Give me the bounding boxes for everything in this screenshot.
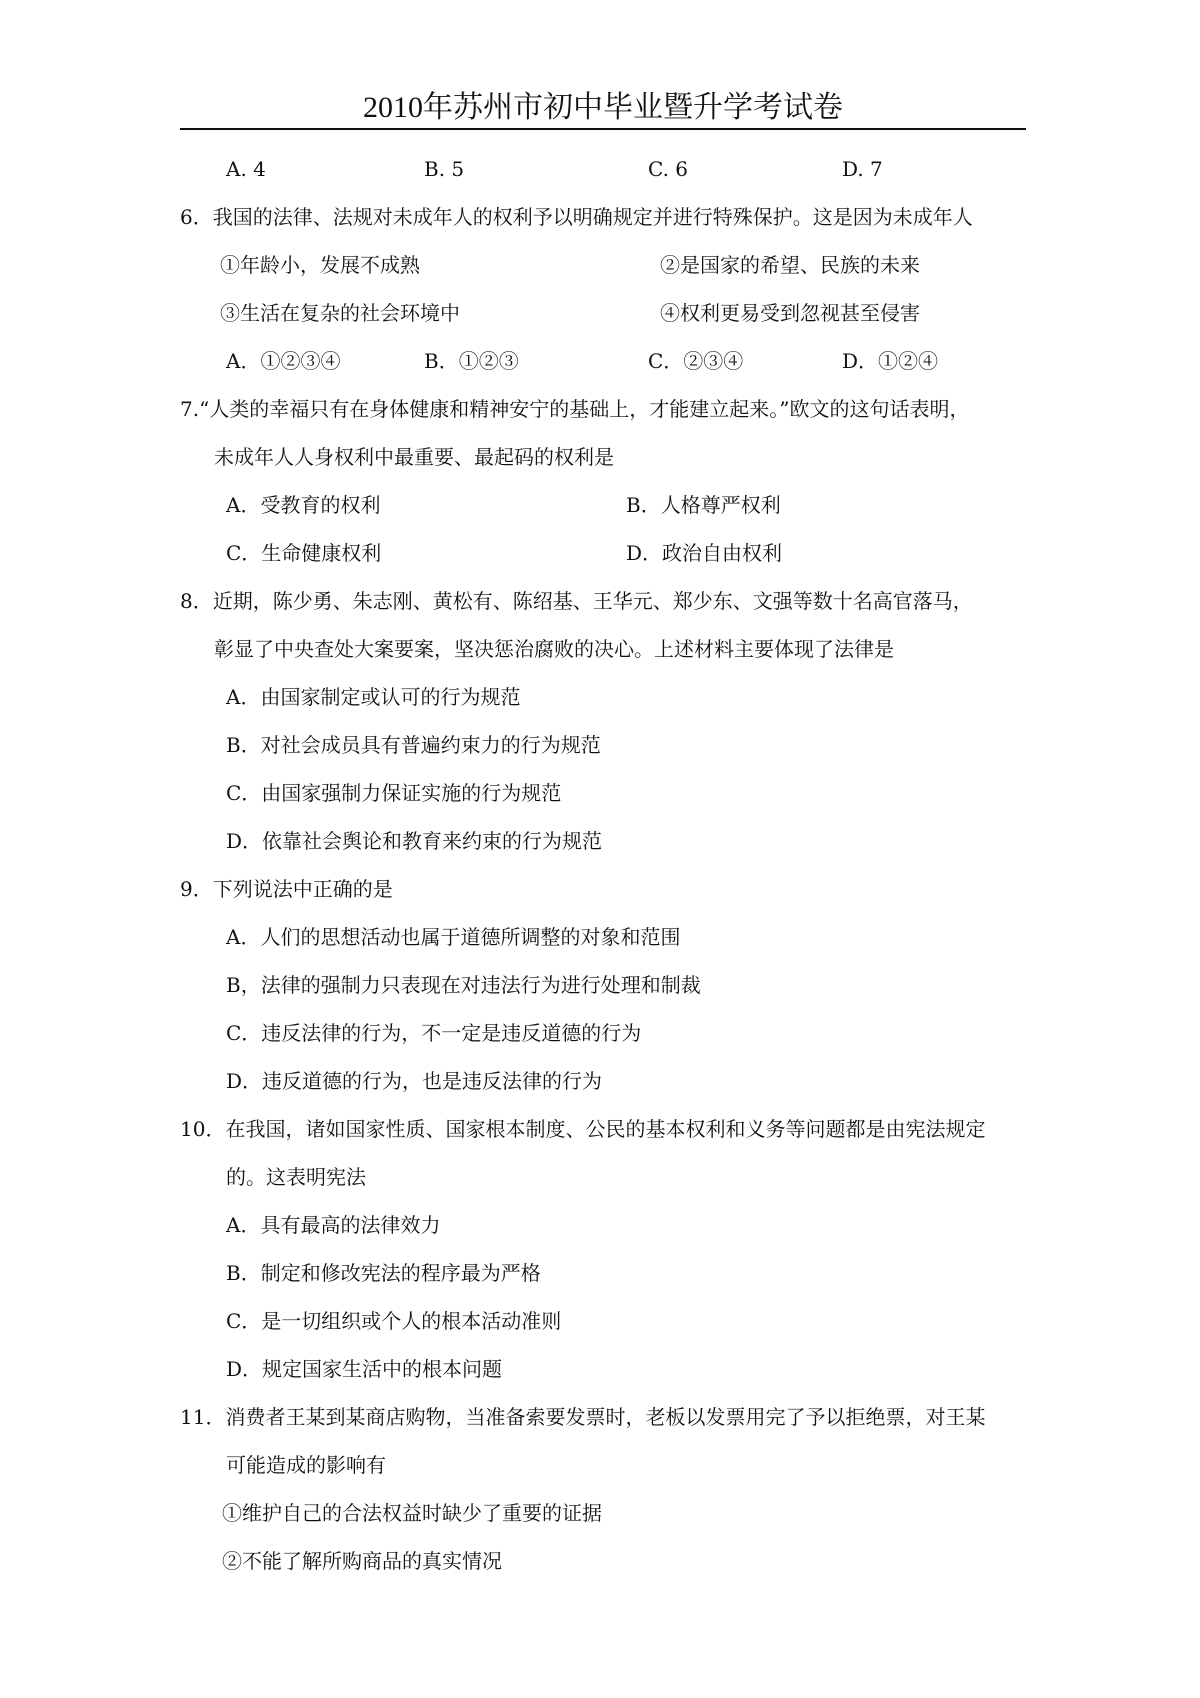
q8-option-d: D．依靠社会舆论和教育来约束的行为规范 [226, 829, 603, 853]
header-divider [180, 128, 1026, 130]
q8-option-b: B．对社会成员具有普遍约束力的行为规范 [226, 733, 601, 757]
q9-option-a: A．人们的思想活动也属于道德所调整的对象和范围 [226, 925, 681, 949]
q7-option-b: B．人格尊严权利 [626, 493, 781, 517]
q9-option-c: C．违反法律的行为，不一定是违反道德的行为 [226, 1021, 642, 1045]
q7-stem-line-1: 7.“人类的幸福只有在身体健康和精神安宁的基础上，才能建立起来。”欧文的这句话表明， [180, 397, 970, 421]
q5-option-c: C. 6 [648, 157, 689, 181]
q9-option-b: B，法律的强制力只表现在对违法行为进行处理和制裁 [226, 973, 701, 997]
q11-stem-line-2: 可能造成的影响有 [226, 1453, 386, 1477]
q6-item-1: ①年龄小，发展不成熟 [220, 253, 420, 277]
q6-option-a: A．①②③④ [226, 349, 341, 373]
q8-stem-line-1: 8．近期，陈少勇、朱志刚、黄松有、陈绍基、王华元、郑少东、文强等数十名高官落马， [180, 589, 973, 613]
q6-item-2: ②是国家的希望、民族的未来 [660, 253, 920, 277]
q6-stem: 6．我国的法律、法规对未成年人的权利予以明确规定并进行特殊保护。这是因为未成年人 [180, 205, 973, 229]
q10-option-d: D．规定国家生活中的根本问题 [226, 1357, 503, 1381]
q5-option-b: B. 5 [424, 157, 465, 181]
q7-option-a: A．受教育的权利 [226, 493, 381, 517]
q6-option-c: C．②③④ [648, 349, 744, 373]
q10-stem-line-1: 10．在我国，诸如国家性质、国家根本制度、公民的基本权利和义务等问题都是由宪法规定 [180, 1117, 986, 1141]
q7-option-d: D．政治自由权利 [626, 541, 783, 565]
q7-stem-line-2: 未成年人人身权利中最重要、最起码的权利是 [214, 445, 614, 469]
q10-stem-line-2: 的。这表明宪法 [226, 1165, 366, 1189]
q11-item-2: ②不能了解所购商品的真实情况 [222, 1549, 502, 1573]
q6-item-3: ③生活在复杂的社会环境中 [220, 301, 460, 325]
q10-option-c: C．是一切组织或个人的根本活动准则 [226, 1309, 562, 1333]
q8-option-c: C．由国家强制力保证实施的行为规范 [226, 781, 562, 805]
q8-option-a: A．由国家制定或认可的行为规范 [226, 685, 521, 709]
q10-option-b: B．制定和修改宪法的程序最为严格 [226, 1261, 541, 1285]
q5-option-a: A. 4 [226, 157, 266, 181]
q11-item-1: ①维护自己的合法权益时缺少了重要的证据 [222, 1501, 602, 1525]
q8-stem-line-2: 彰显了中央查处大案要案，坚决惩治腐败的决心。上述材料主要体现了法律是 [214, 637, 894, 661]
q7-option-c: C．生命健康权利 [226, 541, 382, 565]
q9-stem: 9．下列说法中正确的是 [180, 877, 393, 901]
q6-option-b: B．①②③ [424, 349, 519, 373]
q11-stem-line-1: 11．消费者王某到某商店购物，当准备索要发票时，老板以发票用完了予以拒绝票，对王某 [180, 1405, 986, 1429]
page-title: 2010年苏州市初中毕业暨升学考试卷 [363, 91, 843, 124]
q6-option-d: D．①②④ [842, 349, 939, 373]
q10-option-a: A．具有最高的法律效力 [226, 1213, 441, 1237]
q6-item-4: ④权利更易受到忽视甚至侵害 [660, 301, 920, 325]
q5-option-d: D. 7 [842, 157, 883, 181]
q9-option-d: D．违反道德的行为，也是违反法律的行为 [226, 1069, 603, 1093]
